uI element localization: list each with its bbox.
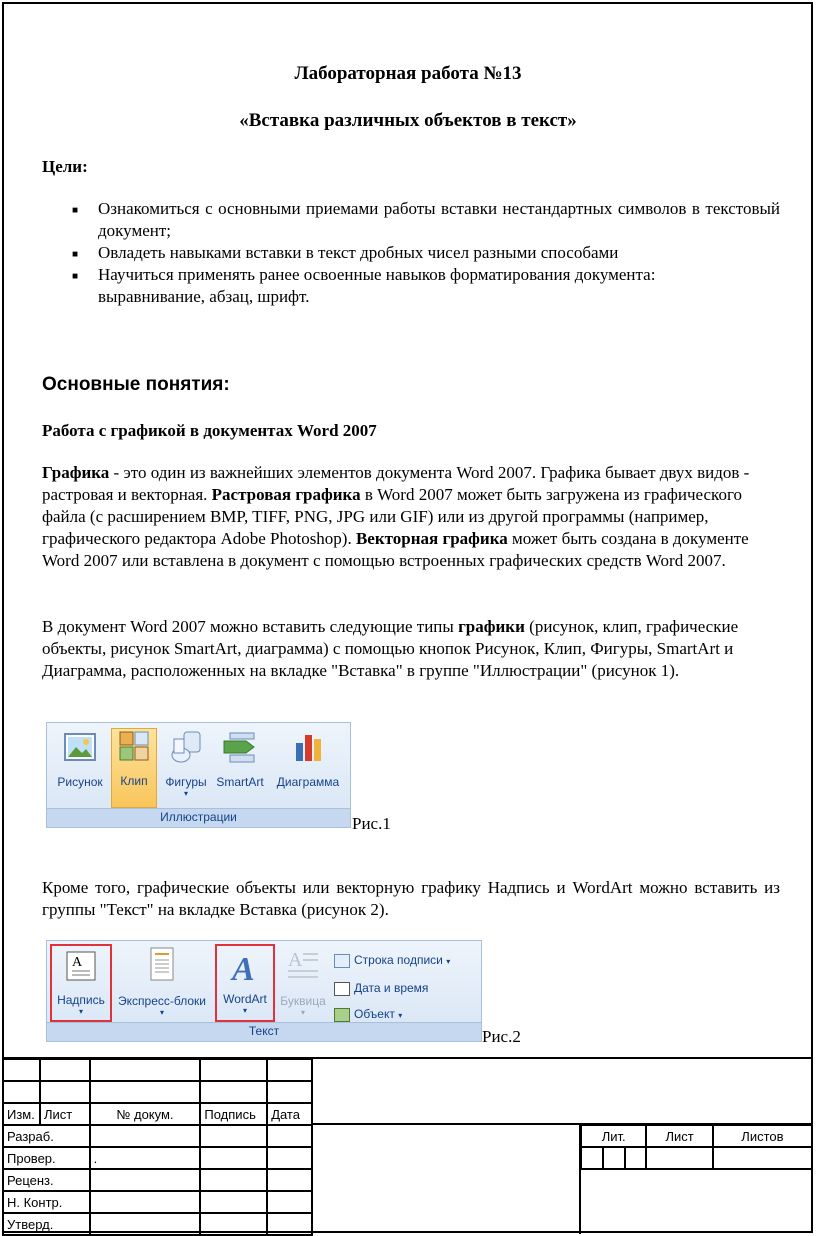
textbox-icon xyxy=(64,949,98,983)
bullet-icon: ■ xyxy=(72,249,79,260)
bullet-icon: ■ xyxy=(72,271,79,282)
picture-icon xyxy=(62,729,98,765)
ribbon-group-label: Текст xyxy=(47,1022,481,1041)
svg-text:A: A xyxy=(232,951,255,986)
text-ribbon xyxy=(46,940,482,1042)
object-icon xyxy=(334,1008,350,1022)
section-heading: Основные понятия: xyxy=(42,374,230,395)
wordart-button[interactable]: A WordArt ▾ xyxy=(215,944,275,1022)
stamp-row-label: Разраб. xyxy=(3,1125,90,1147)
smartart-button[interactable]: SmartArt xyxy=(211,729,269,789)
stamp-left-table: Изм. Лист № докум. Подпись Дата Разраб. Провер. . Реценз. Н. Контр. Утверд. xyxy=(2,1058,313,1236)
chart-button[interactable]: Диаграмма xyxy=(270,729,346,789)
figure-caption: Рис.2 xyxy=(482,1027,521,1046)
svg-text:A: A xyxy=(288,949,303,971)
wordart-icon xyxy=(227,948,263,986)
stamp-row-label: Реценз. xyxy=(3,1169,90,1191)
signature-icon xyxy=(334,954,350,968)
shapes-icon xyxy=(168,729,204,765)
clip-icon xyxy=(117,729,151,763)
signature-line-button[interactable]: Строка подписи ▾ xyxy=(334,947,479,975)
quick-parts-button[interactable]: Экспресс-блоки ▾ xyxy=(114,946,210,1017)
textbox-button[interactable]: A Надпись ▾ xyxy=(50,944,112,1022)
paragraph-text-group: Кроме того, графические объекты или векторную графику Надпись и WordArt можно вставить из группы "Текст" на вкладке Вставка (рисунок 2). xyxy=(42,878,780,919)
doc-subtitle: «Вставка различных объектов в текст» xyxy=(239,110,577,131)
stamp-header: № докум. xyxy=(90,1103,201,1125)
ribbon-group-label: Иллюстрации xyxy=(47,808,350,827)
shapes-button[interactable]: Фигуры ▾ xyxy=(160,729,212,798)
goals-label: Цели: xyxy=(42,157,88,176)
text-group-menu xyxy=(334,947,479,1029)
dropcap-icon xyxy=(285,946,321,982)
clip-button[interactable]: Клип xyxy=(111,728,157,808)
stamp-header: Лит. xyxy=(581,1125,646,1147)
stamp-header: Лист xyxy=(646,1125,712,1147)
picture-button[interactable]: Рисунок xyxy=(51,729,109,789)
paragraph-graphics: Графика - это один из важнейших элементов документа Word 2007. Графика бывает двух видов - растровая и векторная. Растровая графика в Word 2007 может быть загружена из графического файла (с расширением BMP, TIFF, PNG, JPG или GIF) или из другой программы (например, графического редактора Adobe Photoshop). Векторная графика может быть создана в документе Word 2007 или вставлена в документ с помощью встроенных графических средств Word 2007. xyxy=(42,463,750,570)
smartart-icon xyxy=(220,729,260,765)
date-time-button[interactable]: Дата и время xyxy=(334,975,479,1001)
stamp-header: Дата xyxy=(267,1103,312,1125)
stamp-row-label: Утверд. xyxy=(3,1213,90,1235)
stamp-header: Изм. xyxy=(3,1103,40,1125)
stamp-row-label: Н. Контр. xyxy=(3,1191,90,1213)
stamp-right-table xyxy=(580,1124,813,1170)
bullet-icon: ■ xyxy=(72,205,79,216)
doc-title: Лабораторная работа №13 xyxy=(294,63,522,84)
quick-parts-icon xyxy=(147,946,177,982)
paragraph-insert-types: В документ Word 2007 можно вставить следующие типы графики (рисунок, клип, графические объекты, рисунок SmartArt, диаграмма) с помощью кнопок Рисунок, Клип, Фигуры, SmartArt и Диаграмма, расположенных на вкладке "Вставка" в группе "Иллюстрации" (рисунок 1). xyxy=(42,617,739,680)
object-button[interactable]: Объект ▾ xyxy=(334,1001,479,1029)
stamp-header: Подпись xyxy=(200,1103,267,1125)
stamp-row-label: Провер. xyxy=(3,1147,90,1169)
stamp-header: Листов xyxy=(713,1125,812,1147)
dropcap-button[interactable]: A Буквица ▾ xyxy=(277,946,329,1017)
illustrations-ribbon xyxy=(46,722,351,828)
svg-text:A: A xyxy=(72,955,83,970)
subsection-heading: Работа с графикой в документах Word 2007 xyxy=(42,421,377,440)
stamp-header: Лист xyxy=(40,1103,90,1125)
chart-icon xyxy=(290,729,326,765)
figure-caption: Рис.1 xyxy=(352,814,391,833)
calendar-icon xyxy=(334,982,350,996)
